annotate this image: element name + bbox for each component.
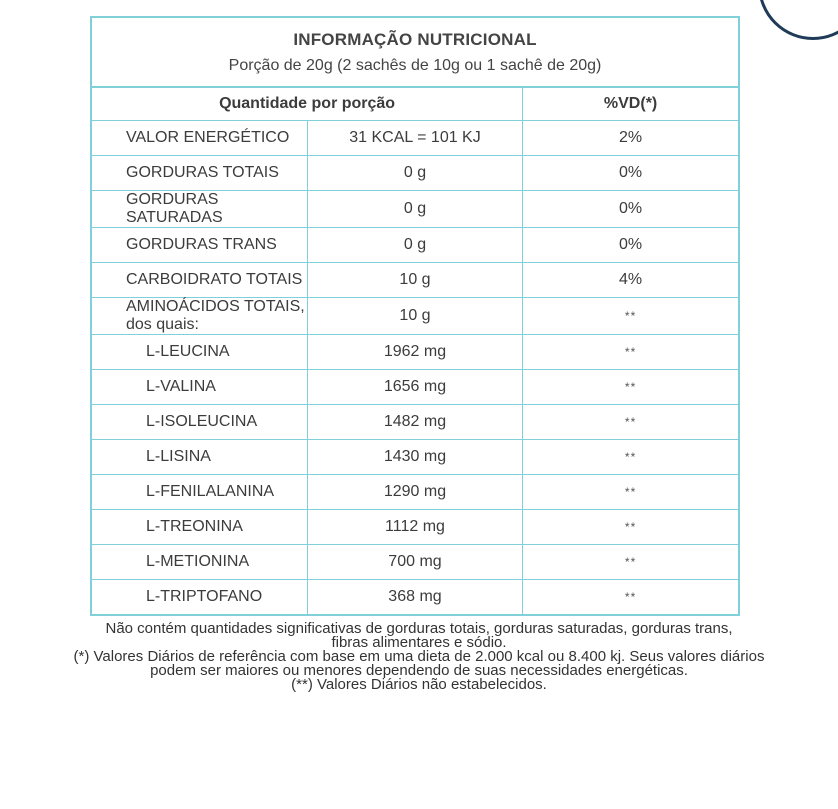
nutrient-name: GORDURAS SATURADAS [92, 191, 307, 228]
nutrient-vd: ** [523, 510, 738, 545]
nutrient-name: AMINOÁCIDOS TOTAIS, dos quais: [92, 298, 307, 335]
nutrient-name: L-FENILALANINA [92, 475, 307, 510]
table-row [92, 263, 738, 298]
table-row [92, 298, 738, 335]
table-row [92, 228, 738, 263]
nutrient-vd: 0% [523, 228, 738, 263]
nutrient-name: GORDURAS TRANS [92, 228, 307, 263]
quantity-header: Quantidade por porção [92, 88, 523, 121]
table-row [92, 335, 738, 370]
vd-header: %VD(*) [523, 88, 738, 121]
nutrient-quantity: 700 mg [307, 545, 522, 580]
nutrient-name: GORDURAS TOTAIS [92, 156, 307, 191]
nutrient-quantity: 1430 mg [307, 440, 522, 475]
nutrient-quantity: 31 KCAL = 101 KJ [307, 121, 522, 156]
nutrient-vd: ** [523, 475, 738, 510]
footnote-line: Não contém quantidades significativas de gorduras totais, gorduras saturadas, gorduras trans, [105, 620, 733, 637]
footnotes [0, 622, 838, 692]
nutrient-vd: ** [523, 580, 738, 615]
column-header-row [92, 88, 738, 121]
table-row [92, 370, 738, 405]
nutrient-vd: 2% [523, 121, 738, 156]
table-row [92, 156, 738, 191]
table-row [92, 405, 738, 440]
nutrient-vd: ** [523, 405, 738, 440]
nutrient-quantity: 10 g [307, 263, 522, 298]
nutrient-quantity: 1112 mg [307, 510, 522, 545]
footnote-line: (**) Valores Diários não estabelecidos. [291, 676, 547, 693]
table-row [92, 440, 738, 475]
nutrient-name: L-ISOLEUCINA [92, 405, 307, 440]
nutrient-name: L-LISINA [92, 440, 307, 475]
nutrient-quantity: 0 g [307, 191, 522, 228]
nutrient-name: CARBOIDRATO TOTAIS [92, 263, 307, 298]
table-row [92, 121, 738, 156]
nutrient-quantity: 0 g [307, 156, 522, 191]
nutrient-name: L-VALINA [92, 370, 307, 405]
nutrient-quantity: 1656 mg [307, 370, 522, 405]
table-title: INFORMAÇÃO NUTRICIONAL [293, 30, 537, 49]
nutrient-vd: 0% [523, 156, 738, 191]
nutrient-name: L-TREONINA [92, 510, 307, 545]
table-row [92, 510, 738, 545]
nutrition-facts-table [90, 16, 740, 616]
nutrition-grid [92, 88, 738, 614]
table-row [92, 475, 738, 510]
nutrient-vd: ** [523, 370, 738, 405]
nutrient-vd: 0% [523, 191, 738, 228]
footnote-line: fibras alimentares e sódio. [331, 634, 507, 651]
nutrient-name: L-TRIPTOFANO [92, 580, 307, 615]
serving-size: Porção de 20g (2 sachês de 10g ou 1 sachê de 20g) [228, 57, 602, 74]
nutrient-name: L-METIONINA [92, 545, 307, 580]
nutrient-quantity: 368 mg [307, 580, 522, 615]
table-row [92, 545, 738, 580]
corner-arc-decoration [758, 0, 838, 40]
table-header-block [92, 18, 738, 88]
nutrient-quantity: 1962 mg [307, 335, 522, 370]
nutrient-quantity: 1290 mg [307, 475, 522, 510]
nutrient-name: VALOR ENERGÉTICO [92, 121, 307, 156]
footnote-line: podem ser maiores ou menores dependendo de suas necessidades energéticas. [150, 662, 688, 679]
table-row [92, 191, 738, 228]
nutrient-name: L-LEUCINA [92, 335, 307, 370]
footnote-line: (*) Valores Diários de referência com base em uma dieta de 2.000 kcal ou 8.400 kj. Seus valores diários [73, 648, 765, 665]
nutrient-quantity: 10 g [307, 298, 522, 335]
nutrient-vd: ** [523, 440, 738, 475]
nutrient-vd: 4% [523, 263, 738, 298]
nutrient-quantity: 1482 mg [307, 405, 522, 440]
nutrient-vd: ** [523, 545, 738, 580]
nutrient-vd: ** [523, 298, 738, 335]
nutrient-quantity: 0 g [307, 228, 522, 263]
table-row [92, 580, 738, 615]
nutrient-vd: ** [523, 335, 738, 370]
